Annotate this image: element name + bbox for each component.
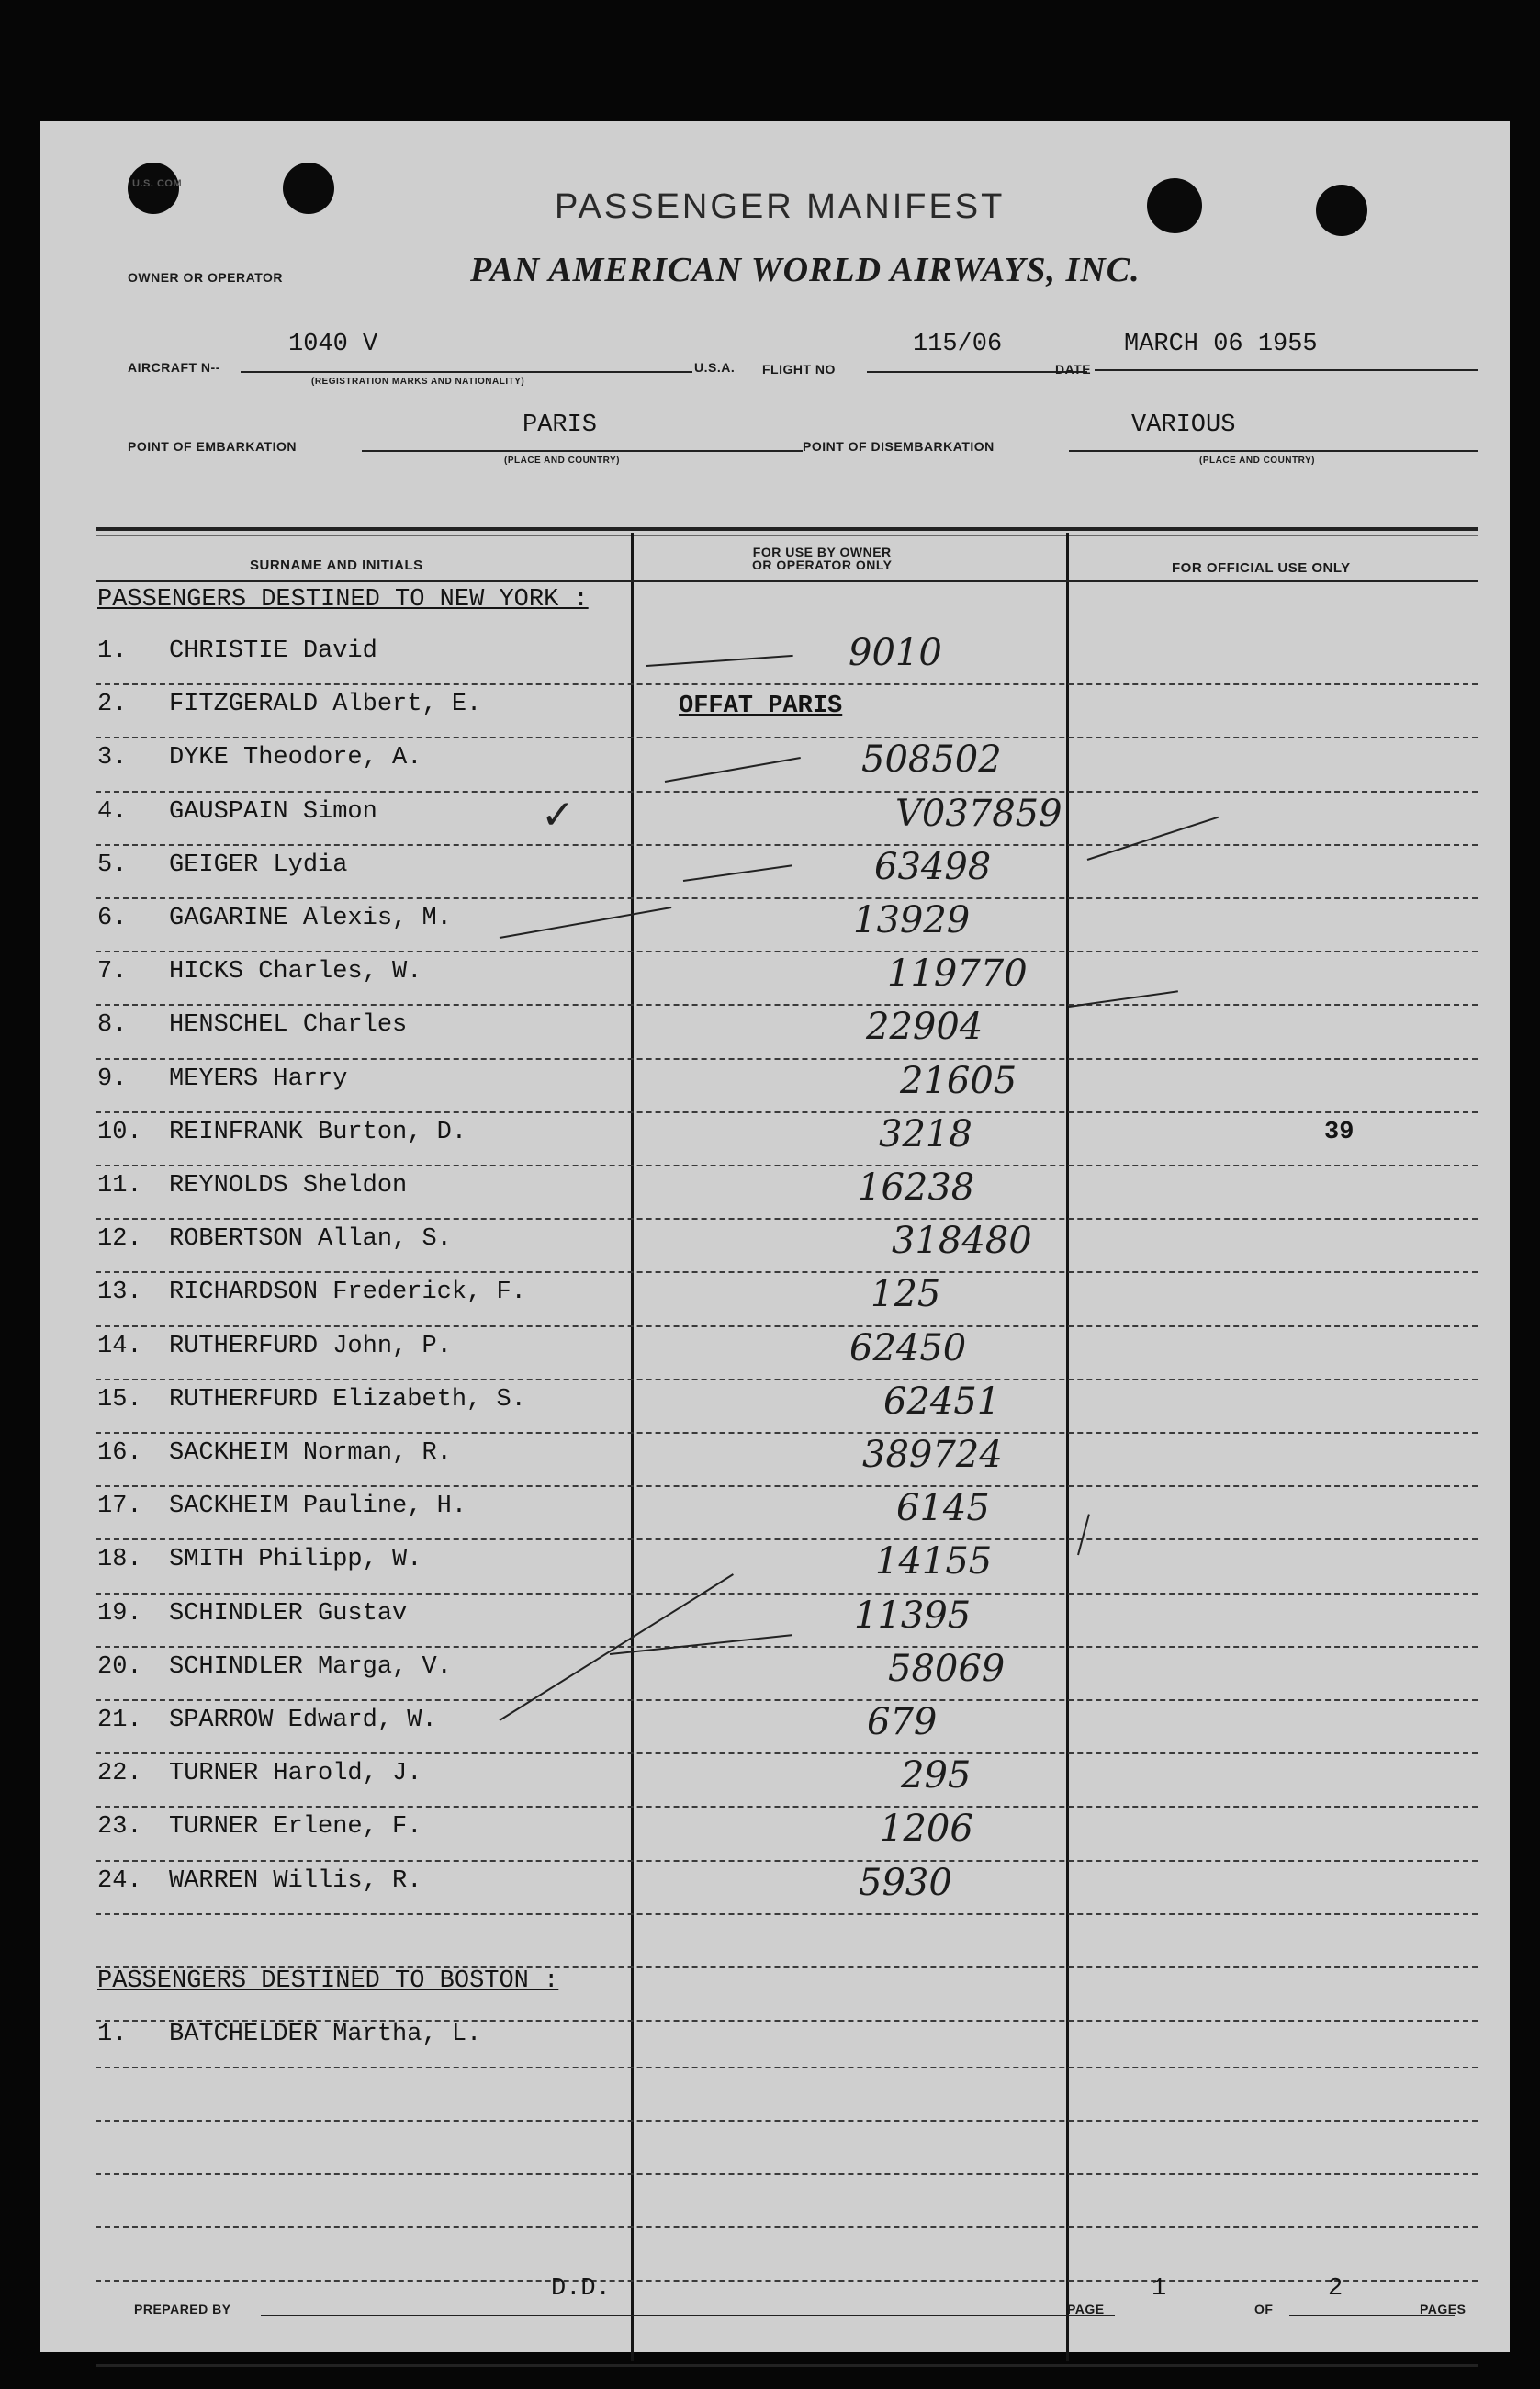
passenger-row (40, 1380, 1510, 1439)
aircraft-value: 1040 V (288, 331, 378, 358)
passenger-name: BATCHELDER Martha, L. (169, 2021, 482, 2048)
passenger-row (40, 792, 1510, 851)
manifest-title: PASSENGER MANIFEST (555, 187, 1006, 226)
total-pages: 2 (1328, 2275, 1343, 2303)
punch-hole (1147, 178, 1202, 233)
passenger-number: 20. (97, 1652, 142, 1681)
row-rule (96, 844, 1478, 846)
owner-name: PAN AMERICAN WORLD AIRWAYS, INC. (470, 251, 1141, 289)
passenger-name: RICHARDSON Frederick, F. (169, 1279, 526, 1307)
passenger-name: CHRISTIE David (169, 637, 377, 665)
row-rule (96, 2120, 1478, 2122)
passenger-name: SPARROW Edward, W. (169, 1707, 437, 1734)
preparer-initials: D.D. (551, 2275, 611, 2303)
passenger-name: SCHINDLER Marga, V. (169, 1652, 452, 1681)
row-rule (96, 2280, 1478, 2282)
passenger-name: MEYERS Harry (169, 1065, 348, 1093)
row-rule (96, 951, 1478, 952)
passenger-number: 21. (97, 1707, 142, 1734)
passenger-name: GEIGER Lydia (169, 851, 348, 879)
passenger-number: 15. (97, 1385, 142, 1414)
passenger-row (40, 632, 1510, 691)
passenger-number: 10. (97, 1118, 142, 1146)
row-rule (96, 1432, 1478, 1434)
row-rule (96, 1485, 1478, 1487)
passenger-row (40, 1808, 1510, 1866)
owner-reference: 14155 (875, 1540, 993, 1583)
disembark-label: POINT OF DISEMBARKATION (803, 439, 995, 454)
passenger-number: 4. (97, 797, 128, 826)
passenger-row (40, 845, 1510, 905)
passenger-name: GAGARINE Alexis, M. (169, 905, 452, 932)
passenger-number: 9. (97, 1065, 128, 1093)
passenger-row (40, 738, 1510, 797)
passenger-number: 5. (97, 851, 128, 879)
passenger-number: 14. (97, 1332, 142, 1360)
owner-reference: 119770 (887, 952, 1028, 996)
passenger-row (40, 1647, 1510, 1707)
passenger-number: 6. (97, 905, 128, 932)
passenger-number: 16. (97, 1439, 142, 1467)
owner-reference: 62451 (883, 1380, 1001, 1423)
passenger-row (40, 1540, 1510, 1599)
row-rule (96, 1004, 1478, 1006)
flight-label: FLIGHT NO (762, 362, 836, 377)
owner-reference: 508502 (861, 738, 1002, 782)
date-value: MARCH 06 1955 (1124, 331, 1318, 358)
passenger-name: FITZGERALD Albert, E. (169, 691, 482, 719)
passenger-row (40, 1594, 1510, 1653)
owner-reference: 13929 (853, 899, 971, 941)
row-rule (96, 1111, 1478, 1113)
date-label: DATE (1055, 362, 1092, 377)
passenger-number: 11. (97, 1172, 142, 1200)
passenger-row (40, 1754, 1510, 1813)
owner-reference: 11395 (854, 1594, 972, 1637)
page-number: 1 (1152, 2275, 1167, 2303)
passenger-row (40, 1112, 1510, 1172)
passenger-row (40, 1006, 1510, 1065)
passenger-name: HENSCHEL Charles (169, 1011, 408, 1040)
row-rule (96, 2173, 1478, 2175)
owner-note: OFFAT PARIS (679, 693, 843, 720)
passenger-number: 2. (97, 691, 128, 719)
owner-reference: 125 (871, 1273, 941, 1316)
flight-value: 115/06 (913, 331, 1003, 358)
group-heading-boston: PASSENGERS DESTINED TO BOSTON : (97, 1967, 559, 1995)
row-rule (96, 1379, 1478, 1380)
passenger-name: ROBERTSON Allan, S. (169, 1225, 452, 1254)
column-header-names: SURNAME AND INITIALS (250, 558, 423, 573)
row-rule (96, 1646, 1478, 1648)
passenger-name: HICKS Charles, W. (169, 958, 422, 986)
disembark-value: VARIOUS (1131, 411, 1236, 439)
owner-label: OWNER OR OPERATOR (128, 270, 283, 285)
passenger-row (40, 1220, 1510, 1279)
row-rule (96, 1218, 1478, 1220)
pages-label: PAGES (1420, 2302, 1467, 2316)
passenger-number: 23. (97, 1813, 142, 1842)
row-rule (96, 1165, 1478, 1166)
owner-reference: 21605 (900, 1059, 1017, 1102)
punch-hole (283, 163, 334, 214)
row-rule (96, 1752, 1478, 1754)
embark-place-caption: (PLACE AND COUNTRY) (504, 456, 620, 466)
passenger-number: 13. (97, 1279, 142, 1307)
owner-reference: 16238 (858, 1166, 975, 1209)
passenger-name: SCHINDLER Gustav (169, 1599, 408, 1628)
passenger-number: 24. (97, 1866, 142, 1895)
passenger-row (40, 1326, 1510, 1386)
row-rule (96, 2226, 1478, 2228)
of-label: OF (1254, 2302, 1274, 2316)
passenger-row (40, 1273, 1510, 1332)
passenger-row (40, 1861, 1510, 1921)
passenger-name: RUTHERFURD Elizabeth, S. (169, 1385, 526, 1414)
column-header-owner-use: FOR USE BY OWNER OR OPERATOR ONLY (752, 545, 893, 572)
owner-reference: 58069 (888, 1647, 1006, 1690)
punch-hole (1316, 185, 1367, 236)
passenger-number: 17. (97, 1493, 142, 1521)
passenger-name: SACKHEIM Pauline, H. (169, 1493, 467, 1521)
form-stamp: U.S. COM (132, 178, 183, 189)
passenger-number: 18. (97, 1546, 142, 1574)
registration-caption: (REGISTRATION MARKS AND NATIONALITY) (311, 377, 525, 387)
row-rule (96, 1271, 1478, 1273)
usa-label: U.S.A. (694, 360, 736, 375)
owner-reference: 9010 (849, 632, 942, 674)
passenger-row (40, 1487, 1510, 1546)
disembark-place-caption: (PLACE AND COUNTRY) (1199, 456, 1315, 466)
passenger-number: 8. (97, 1011, 128, 1040)
embark-value: PARIS (523, 411, 598, 439)
row-rule (96, 683, 1478, 685)
group-heading-new-york: PASSENGERS DESTINED TO NEW YORK : (97, 586, 589, 614)
passenger-number: 1. (97, 2021, 128, 2048)
owner-reference: 62450 (849, 1326, 967, 1369)
passenger-name: GAUSPAIN Simon (169, 797, 377, 826)
row-rule (96, 1325, 1478, 1327)
owner-reference: 63498 (874, 845, 992, 888)
owner-reference: 6145 (896, 1487, 990, 1530)
column-header-official: FOR OFFICIAL USE ONLY (1172, 560, 1351, 576)
passenger-name: SACKHEIM Norman, R. (169, 1439, 452, 1467)
passenger-row (40, 899, 1510, 958)
row-rule (96, 737, 1478, 738)
passenger-number: 1. (97, 637, 128, 665)
passenger-name: TURNER Erlene, F. (169, 1813, 422, 1842)
passenger-name: WARREN Willis, R. (169, 1866, 422, 1895)
owner-reference: 318480 (892, 1220, 1032, 1263)
row-rule (96, 791, 1478, 793)
owner-reference: V037859 (895, 792, 1062, 835)
owner-reference: 295 (901, 1754, 972, 1797)
prepared-by-label: PREPARED BY (134, 2302, 231, 2316)
passenger-row (40, 952, 1510, 1011)
passenger-number: 3. (97, 744, 128, 772)
manifest-sheet (40, 121, 1510, 2352)
row-rule (96, 2067, 1478, 2068)
passenger-number: 12. (97, 1225, 142, 1254)
passenger-name: TURNER Harold, J. (169, 1760, 422, 1788)
aircraft-label: AIRCRAFT N-- (128, 360, 220, 375)
passenger-number: 7. (97, 958, 128, 986)
passenger-row (40, 1434, 1510, 1493)
official-entry: 39 (1324, 1118, 1355, 1146)
passenger-number: 22. (97, 1760, 142, 1788)
passenger-row (40, 1059, 1510, 1119)
row-rule (96, 1806, 1478, 1808)
owner-reference: 1206 (880, 1808, 973, 1851)
passenger-row (40, 1166, 1510, 1225)
row-rule (96, 1699, 1478, 1701)
passenger-name: REYNOLDS Sheldon (169, 1172, 408, 1200)
owner-reference: 389724 (862, 1434, 1003, 1476)
passenger-row (40, 2021, 1510, 2074)
row-rule (96, 1538, 1478, 1540)
owner-reference: 22904 (866, 1006, 984, 1049)
row-rule (96, 1593, 1478, 1595)
passenger-row (40, 1701, 1510, 1760)
passenger-name: DYKE Theodore, A. (169, 744, 422, 772)
passenger-number: 19. (97, 1599, 142, 1628)
owner-reference: 3218 (879, 1112, 972, 1155)
row-rule (96, 1913, 1478, 1915)
passenger-name: REINFRANK Burton, D. (169, 1118, 467, 1146)
passenger-name: RUTHERFURD John, P. (169, 1332, 452, 1360)
passenger-name: SMITH Philipp, W. (169, 1546, 422, 1574)
row-rule (96, 1860, 1478, 1862)
owner-reference: 5930 (859, 1861, 952, 1904)
row-rule (96, 897, 1478, 899)
embark-label: POINT OF EMBARKATION (128, 439, 297, 454)
check-mark: ✓ (541, 792, 575, 839)
row-rule (96, 1058, 1478, 1060)
page-label: PAGE (1067, 2302, 1105, 2316)
owner-reference: 679 (867, 1701, 938, 1743)
